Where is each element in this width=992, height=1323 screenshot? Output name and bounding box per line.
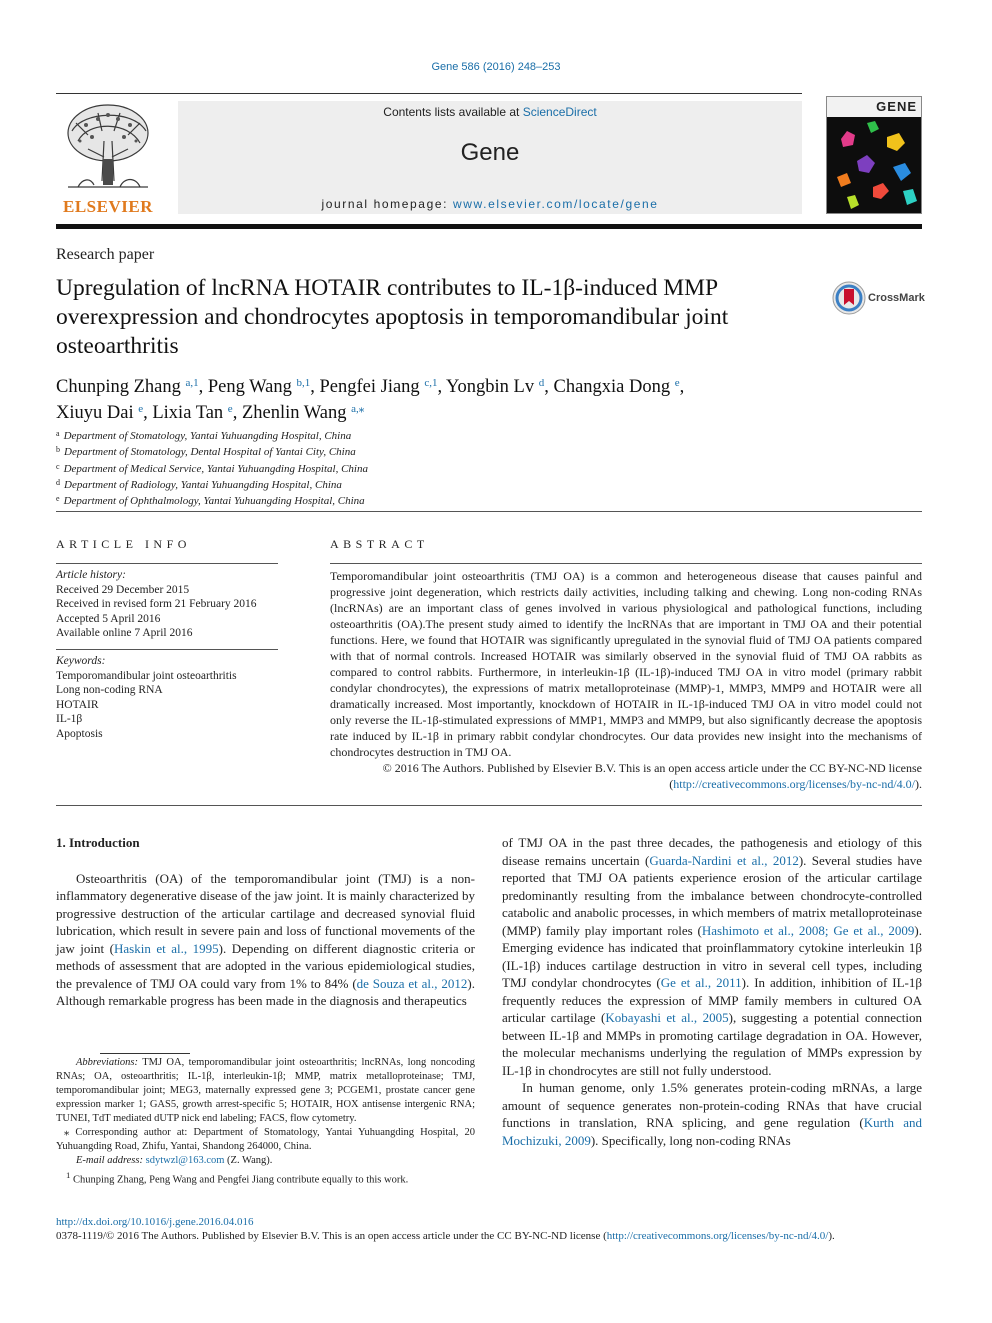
abstract-rule (330, 563, 922, 564)
author-name: Zhenlin Wang (241, 403, 347, 423)
elsevier-tree-icon (58, 101, 158, 197)
author-affil-mark: e (138, 403, 144, 415)
affiliation (56, 443, 656, 459)
journal-header (178, 101, 802, 214)
ref-link[interactable]: Kurth and Mochizuki, 2009 (502, 1115, 923, 1148)
license-link[interactable]: http://creativecommons.org/licenses/by-nc-nd/4.0/ (606, 1230, 829, 1242)
author-affil-mark: b,1 (296, 377, 311, 389)
affiliation (56, 460, 656, 476)
keyword: HOTAIR (56, 698, 99, 711)
author-name: Chunping Zhang (56, 377, 181, 397)
paragraph-text: ). Specifically, long non-coding RNAs (590, 1132, 791, 1148)
author[interactable] (320, 377, 438, 397)
paragraph-text: ). Several studies have reported that TMJ OA patients experience erosion of the articular cartilage predominantly resulting from the imbalance between chondrocyte-controlled catabolic and anabolic processes, in which members of matrix metalloproteinase (MMP) family play important roles ( (502, 852, 922, 938)
crossmark-icon (832, 281, 866, 315)
affiliation (56, 476, 656, 492)
license-paren: ( (669, 777, 674, 791)
affiliation-text: Department of Medical Service, Yantai Yuhuangding Hospital, China (63, 462, 368, 475)
homepage-link[interactable]: www.elsevier.com/locate/gene (453, 197, 659, 211)
intro-heading: 1. Introduction (56, 835, 140, 850)
cover-artwork-icon (827, 117, 922, 214)
affiliation-key: d (56, 477, 60, 487)
journal-name: Gene (460, 139, 520, 166)
email-note (56, 1154, 475, 1168)
footnote-mark: ⁎ (64, 1127, 70, 1138)
intro-paragraph-1 (56, 870, 475, 1010)
ref-link[interactable]: Guarda-Nardini et al., 2012 (649, 852, 799, 868)
contents-prefix: Contents lists available at (383, 105, 523, 119)
homepage-line (178, 197, 802, 211)
affiliation-text: Department of Stomatology, Yantai Yuhuangding Hospital, China (63, 430, 352, 442)
affiliation-text: Department of Ophthalmology, Yantai Yuhuangding Hospital, China (63, 495, 365, 508)
article-history (56, 568, 278, 641)
paragraph-text: ), suggesting a potential connection between IL-1β and MMPs in promoting cartilage degradation in OA. However, the molecular mechanisms underlying the regulation of MMPs expression by IL-1β in chondrocytes are still not fully understood. (502, 1010, 922, 1078)
crossmark-badge[interactable] (832, 281, 924, 315)
article-title: Upregulation of lncRNA HOTAIR contributes to IL-1β-induced MMP overexpression and chondrocytes apoptosis in temporomandibular joint osteoarthritis (56, 275, 729, 359)
intro-paragraph-2 (502, 1079, 922, 1149)
keywords-label: Keywords: (56, 655, 106, 667)
article-info-rule (56, 563, 278, 564)
keyword: Temporomandibular joint osteoarthritis (56, 669, 237, 682)
affiliation-text: Department of Radiology, Yantai Yuhuangding Hospital, China (64, 478, 342, 491)
left-column (56, 834, 475, 1010)
elsevier-logo[interactable] (56, 101, 160, 215)
abstract-body (330, 568, 922, 792)
ref-link[interactable]: de Souza et al., 2012 (356, 975, 468, 991)
corresponding-text: Corresponding author at: Department of Stomatology, Yantai Yuhuangding Hospital, 20 Yuhuangding Road, Zhifu, Yantai, Shandong 264000, China. (56, 1127, 475, 1152)
abstract-text: Temporomandibular joint osteoarthritis (TMJ OA) is a common and heterogeneous disease that causes painful and progressive joint degeneration, which restricts daily activities, including talking and chewing. Long non-coding RNAs (lncRNAs) are an important class of genes involved in various physiological and pathological functions, including osteoarthritis (OA).The present study aimed to identify the lncRNAs that are important in TMJ OA and their potential functions. Here, we found that HOTAIR was significantly upregulated in the synovial fluid of TMJ OA patients compared with that of normal controls. Increased HOTAIR was similarly observed in the synovial fluid of TMJ OA rabbits as compared to control rabbits. Furthermore, in interleukin-1β (IL-1β)-induced TMJ OA in vitro model (primary rabbit condylar chondrocytes), the expressions of matrix metalloproteinase (MMP)-1, MMP3, MMP9 and HOTAIR were all dramatically increased. Most importantly, knockdown of HOTAIR in IL-1β-induced TMJ OA in vitro model could not only reverse the IL-1β-stimulated expressions of MMP1, MMP3 and MMP9, but also significantly decrease the apoptosis rate induced by IL-1β in primary rabbit condylar chondrocytes. Our data provides new insight into the mechanisms of chondrocytes destruction in TMJ OA. (330, 569, 922, 759)
author-name: Changxia Dong (553, 377, 671, 397)
right-column (502, 834, 922, 1149)
author[interactable] (208, 377, 310, 397)
history-item: Received 29 December 2015 (56, 583, 190, 596)
ref-link[interactable]: Ge et al., 2011 (660, 975, 742, 990)
header-thick-rule (56, 224, 922, 229)
license-text: 0378-1119/© 2016 The Authors. Published by Elsevier B.V. This is an open access article under the CC BY-NC-ND license ( (56, 1230, 607, 1242)
paragraph-text: ). Emerging evidence has indicated that proinflammatory cytokine interleukin 1β (IL-1β) induces cartilage destruction in vitro in several cell types, including TMJ condylar chondrocytes ( (502, 922, 923, 990)
license-suffix: ). (828, 1230, 835, 1242)
license-line (56, 1230, 936, 1242)
paragraph-text: ). In addition, inhibition of IL-1β frequently reduces the expression of MMP family members in cultured OA articular cartilage ( (502, 975, 922, 1025)
affiliation-text: Department of Stomatology, Dental Hospital of Yantai City, China (64, 446, 356, 459)
email-suffix: (Z. Wang). (224, 1155, 273, 1166)
journal-citation[interactable]: Gene 586 (2016) 248–253 (431, 61, 561, 73)
author-affil-mark: e (674, 377, 680, 389)
author-affil-mark: c,1 (424, 377, 438, 389)
article-info-heading: ARTICLE INFO (56, 537, 191, 551)
author-affil-mark: a,⁎ (351, 403, 365, 415)
keywords-rule (56, 649, 278, 650)
history-item: Received in revised form 21 February 2016 (56, 598, 257, 610)
abstract-heading: ABSTRACT (330, 537, 429, 551)
abbreviations-note (56, 1056, 475, 1126)
section-divider (56, 511, 922, 512)
abstract-license-link[interactable]: http://creativecommons.org/licenses/by-nc-nd/4.0/ (673, 777, 915, 791)
author-list: Chunping Zhang $^{a,1}$, Peng Wang $^{b,1}$, Pengfei Jiang $^{c,1}$, Yongbin Lv $^d$, Changxia Dong $^e$, Xiuyu Dai $^e$, Lixia Tan $^e$, Zhenlin Wang $^{a,⁎}$ (56, 377, 685, 423)
author-name: Xiuyu Dai (56, 403, 134, 423)
author-affil-mark: a,1 (185, 377, 199, 389)
author-name: Peng Wang (207, 377, 292, 397)
affiliation (56, 427, 656, 443)
paragraph-text: Osteoarthritis (OA) of the temporomandibular joint (TMJ) is a non-inflammatory degenerative disease of the jaw joint. It is mainly characterized by progressive destruction of the articular cartilage and decreased synovial fluid lubrication, which result in severe pain and loss of functional movements of the jaw joint ( (56, 870, 475, 956)
affiliation-key: e (56, 494, 60, 504)
paragraph-text: of TMJ OA in the past three decades, the pathogenesis and etiology of this disease remains uncertain ( (502, 835, 922, 868)
affiliation (56, 492, 656, 508)
abstract-bottom-rule (56, 805, 922, 806)
author[interactable] (56, 377, 199, 397)
author-name: Lixia Tan (152, 403, 224, 423)
footnote-rule (100, 1053, 190, 1054)
corresponding-note (56, 1126, 475, 1154)
footnotes (56, 1056, 475, 1188)
doi-link[interactable]: http://dx.doi.org/10.1016/j.gene.2016.04.016 (56, 1216, 254, 1228)
history-item: Available online 7 April 2016 (56, 627, 193, 639)
copyright-text: © 2016 The Authors. Published by Elsevier B.V. This is an open access article under the CC BY-NC-ND license (382, 761, 922, 775)
abbreviations-text: TMJ OA, temporomandibular joint osteoarthritis; lncRNAs, long noncoding RNAs; OA, osteoarthritis; IL-1β, interleukin-1β; MMP, matrix metalloproteinase; TMJ, temporomandibular joint; MEG3, maternally expressed gene 3; PCGEM1, prostate cancer gene expression marker 1; GAS5, growth arrest-specific 5; HOTAIR, HOX antisense intergenic RNA; TUNEI, TdT mediated dUTP nick end labeling; FACS, flow cytometry. (56, 1057, 475, 1124)
contents-line (178, 105, 802, 119)
author[interactable] (446, 377, 544, 397)
affiliation-key: b (56, 445, 60, 455)
author[interactable] (553, 377, 679, 397)
equal-contribution-note (56, 1168, 475, 1188)
keyword: Apoptosis (56, 727, 103, 740)
paragraph-text: In human genome, only 1.5% generates protein-coding mRNAs, a large amount of sequence generates non-protein-coding RNAs that have crucial functions in translation, RNA splicing, and gene regulation ( (502, 1080, 922, 1130)
author-name: Pengfei Jiang (319, 377, 420, 397)
header-rule (56, 93, 802, 94)
history-item: Accepted 5 April 2016 (56, 612, 161, 625)
abbreviations-label: Abbreviations: (76, 1057, 139, 1068)
author[interactable] (242, 403, 364, 423)
author[interactable] (152, 403, 232, 423)
email-link[interactable]: sdytwzl@163.com (145, 1155, 225, 1166)
affiliation-key: c (56, 461, 60, 471)
author-affil-mark: e (227, 403, 233, 415)
author-affil-mark: d (538, 377, 545, 389)
author[interactable] (56, 403, 143, 423)
crossmark-label: CrossMark (868, 292, 925, 304)
affiliation-list (56, 427, 656, 508)
abstract-copyright (330, 760, 922, 792)
elsevier-wordmark: ELSEVIER (63, 197, 153, 216)
paragraph-text: ). Depending on different diagnostic criteria or methods of assessment that are adopted in the various epidemiological studies, the prevalence of TMJ OA could vary from 1% to 84% ( (56, 940, 476, 991)
equal-contribution-text: Chunping Zhang, Peng Wang and Pengfei Jiang contribute equally to this work. (70, 1174, 409, 1186)
paragraph-text: ). Although remarkable progress has been made in the diagnosis and therapeutics (56, 975, 475, 1008)
keyword: IL-1β (56, 713, 83, 725)
keywords-block (56, 654, 278, 741)
journal-cover[interactable] (826, 96, 922, 214)
affiliation-key: a (56, 429, 60, 438)
sciencedirect-link[interactable]: ScienceDirect (522, 105, 597, 119)
footnote-mark: 1 (66, 1170, 71, 1180)
homepage-prefix: journal homepage: (321, 197, 453, 211)
history-label: Article history: (56, 569, 126, 581)
ref-link[interactable]: Kobayashi et al., 2005 (605, 1010, 729, 1025)
author-name: Yongbin Lv (446, 377, 535, 397)
cover-title: GENE (876, 99, 917, 114)
license-paren: ). (915, 777, 922, 791)
ref-link[interactable]: Haskin et al., 1995 (113, 940, 219, 956)
intro-paragraph-1-cont (502, 834, 922, 1079)
ref-link[interactable]: Hashimoto et al., 2008; Ge et al., 2009 (701, 922, 915, 938)
email-label: E-mail address: (76, 1155, 143, 1166)
article-type: Research paper (56, 246, 155, 263)
keyword: Long non-coding RNA (56, 684, 163, 696)
